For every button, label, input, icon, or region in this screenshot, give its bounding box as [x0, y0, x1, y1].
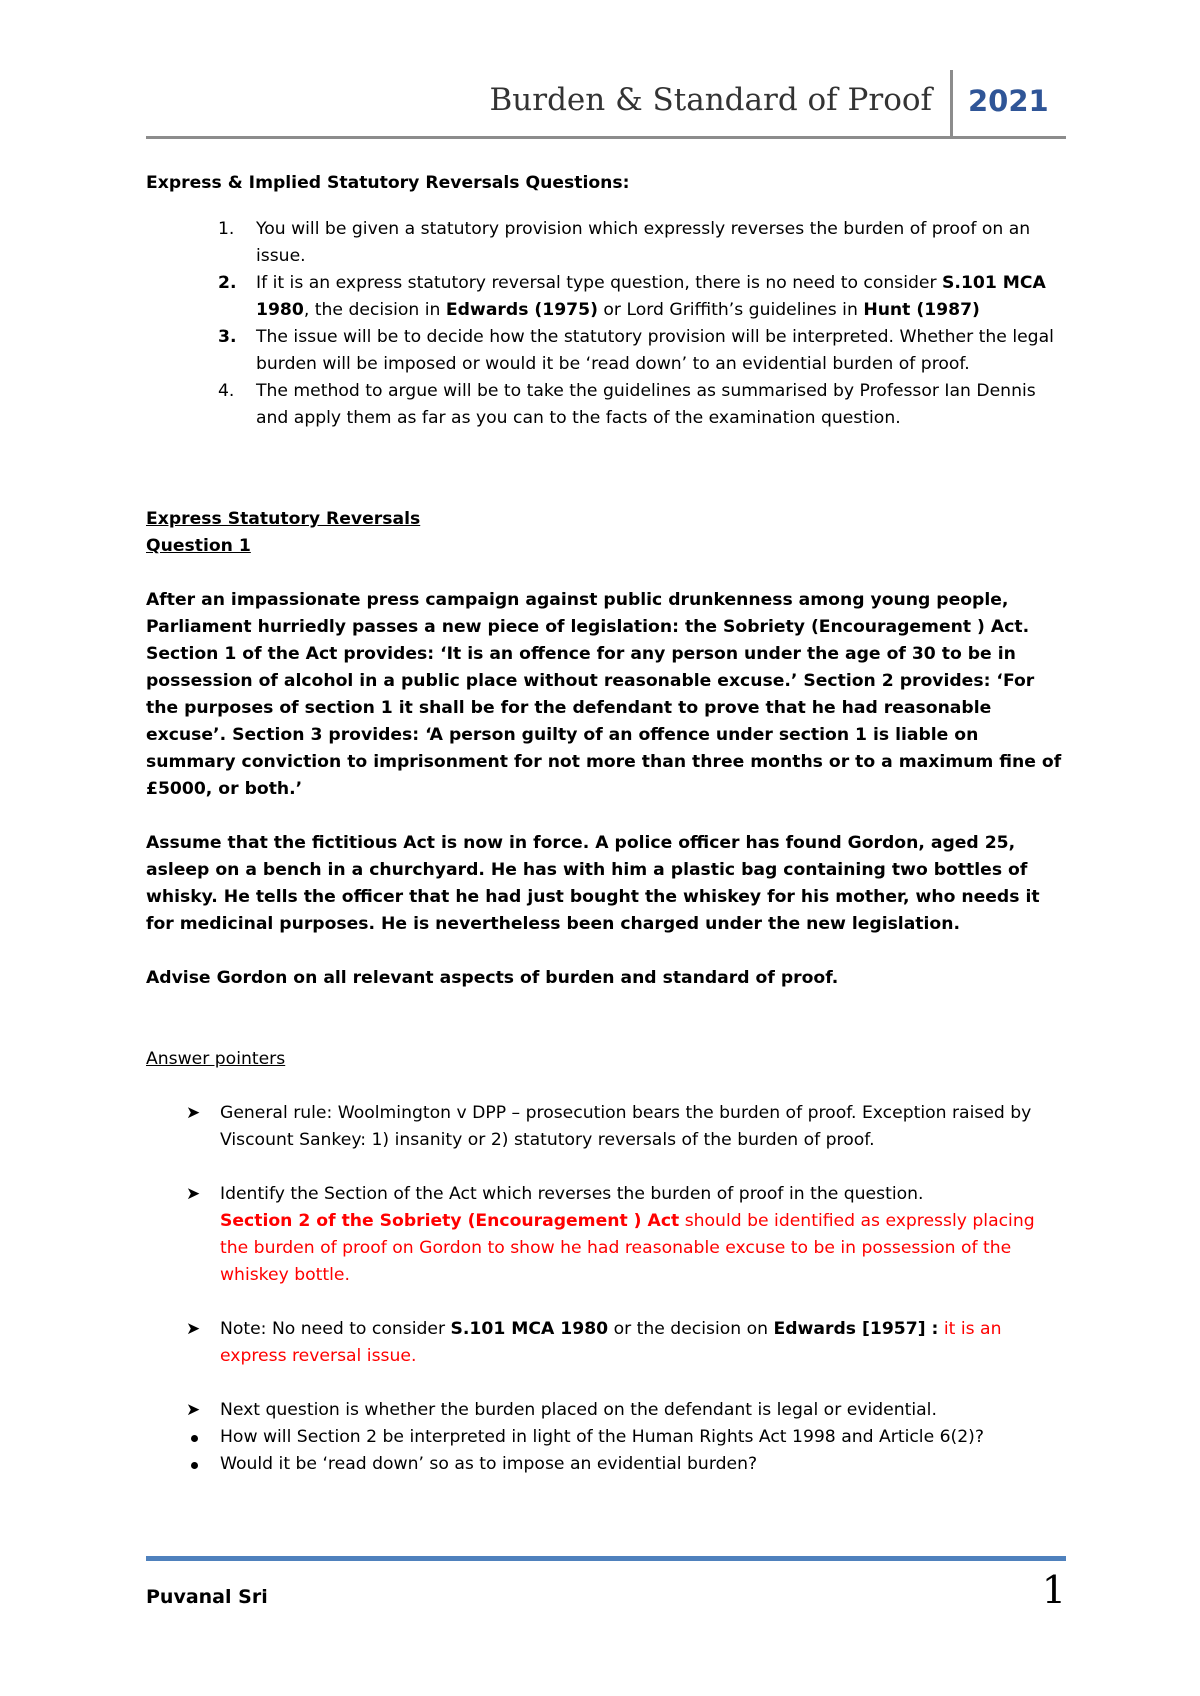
section-title: Express Statutory Reversals: [146, 509, 421, 529]
header-title: Burden & Standard of Proof: [489, 82, 932, 118]
header-year: 2021: [968, 84, 1049, 118]
intro-item-number: 1.: [218, 219, 235, 239]
footer-author: Puvanal Sri: [146, 1586, 268, 1608]
arrowhead-bullet-icon: ➤: [186, 1400, 201, 1420]
page-number: 1: [1041, 1568, 1066, 1612]
question-title: Question 1: [146, 536, 251, 556]
footer-rule: [146, 1556, 1066, 1561]
pointer-item: ➤ Note: No need to consider S.101 MCA 1980 or the decision on Edwards [1957] : it is an express reversal issue.: [146, 1316, 1066, 1370]
pointer-item: ➤ Next question is whether the burden placed on the defendant is legal or evidential.: [146, 1397, 1066, 1424]
pointer-item: ➤ General rule: Woolmington v DPP – prosecution bears the burden of proof. Exception raised by Viscount Sankey: 1) insanity or 2) statutory reversals of the burden of proof.: [146, 1100, 1066, 1154]
arrowhead-bullet-icon: ➤: [186, 1184, 201, 1204]
intro-item-number: 3.: [218, 327, 237, 347]
question-instruction: Advise Gordon on all relevant aspects of burden and standard of proof.: [146, 968, 839, 988]
bullet-item: How will Section 2 be interpreted in light of the Human Rights Act 1998 and Article 6(2)?: [146, 1424, 1066, 1451]
intro-item-number: 2.: [218, 273, 237, 293]
page-header: [146, 70, 1066, 142]
intro-item-4: 4. The method to argue will be to take the guidelines as summarised by Professor Ian Dennis and apply them as far as you can to the facts of the examination question.: [146, 378, 1066, 432]
header-divider: [950, 70, 953, 138]
pointer-item: ➤ Identify the Section of the Act which reverses the burden of proof in the question. Section 2 of the Sobriety (Encouragement ) Act should be identified as expressly placing the burden of proof on Gordon to show he had reasonable excuse to be in possession of the whiskey bottle.: [146, 1181, 1066, 1289]
intro-item-3: 3. The issue will be to decide how the statutory provision will be interpreted. Whether the legal burden will be imposed or would it be ‘read down’ to an evidential burden of proof.: [146, 324, 1066, 378]
answer-pointers-list: [146, 1100, 1066, 1478]
bullet-item: Would it be ‘read down’ so as to impose an evidential burden?: [146, 1451, 1066, 1478]
question-paragraph-2: Assume that the fictitious Act is now in force. A police officer has found Gordon, aged 25, asleep on a bench in a churchyard. He has with him a plastic bag containing two bottles of whisky. He tells the officer that he had just bought the whiskey for his mother, who needs it for medicinal purposes. He is nevertheless been charged under the new legislation.: [146, 833, 1040, 934]
round-bullet-icon: [191, 1462, 198, 1469]
intro-item-number: 4.: [218, 381, 235, 401]
arrowhead-bullet-icon: ➤: [186, 1319, 201, 1339]
intro-list: [146, 216, 1066, 432]
document-body: [146, 170, 1066, 1478]
intro-heading: Express & Implied Statutory Reversals Questions:: [146, 173, 630, 193]
question-paragraph-1: After an impassionate press campaign against public drunkenness among young people, Parliament hurriedly passes a new piece of legislation: the Sobriety (Encouragement ) Act. Section 1 of the Act provides: ‘It is an offence for any person under the age of 30 to be in possession of alcohol in a public place without reasonable excuse.’ Section 2 provides: ‘For the purposes of section 1 it shall be for the defendant to prove that he had reasonable excuse’. Section 3 provides: ‘A person guilty of an offence under section 1 is liable on summary conviction to imprisonment for not more than three months or to a maximum fine of £5000, or both.’: [146, 590, 1062, 799]
round-bullet-icon: [191, 1435, 198, 1442]
header-rule: [146, 136, 1066, 139]
arrowhead-bullet-icon: ➤: [186, 1103, 201, 1123]
answer-pointers-title: Answer pointers: [146, 1049, 286, 1069]
intro-item-2: 2. If it is an express statutory reversal type question, there is no need to consider S.101 MCA 1980, the decision in Edwards (1975) or Lord Griffith’s guidelines in Hunt (1987): [146, 270, 1066, 324]
intro-item-1: 1. You will be given a statutory provision which expressly reverses the burden of proof on an issue.: [146, 216, 1066, 270]
